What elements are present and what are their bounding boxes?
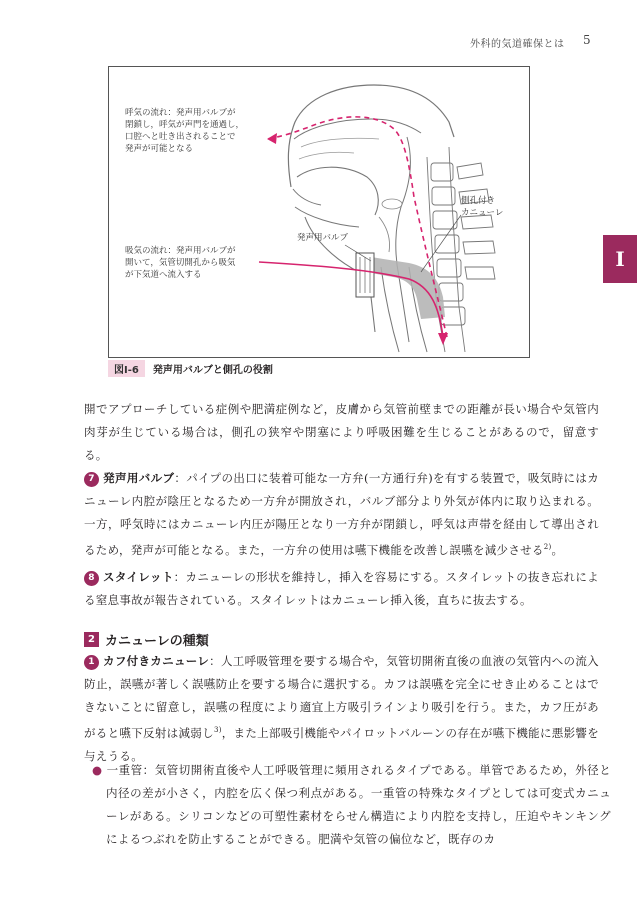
paragraph-continued: 開でアプローチしている症例や肥満症例など，皮膚から気管前壁までの距離が長い場合や気管内肉芽が生じている場合は，側孔の狭窄や閉塞により呼吸困難を生じることがあるので，留意する。	[84, 402, 599, 462]
item-8-text: ：カニューレの形状を維持し，挿入を容易にする。スタイレットの抜き忘れによる窒息事故が報告されている。スタイレットはカニューレ挿入後，直ちに抜去する。	[84, 570, 599, 607]
item-1-text: ：人工呼吸管理を要する場合や，気管切開術直後の血液の気管内への流入防止，誤嚥が著しく誤嚥防止を要する場合に選択する。カフは誤嚥を完全にせき止めることはできないことに留意し，誤嚥の程度により適宜上方吸引ラインより吸引を行う。また，カフ圧があがると嚥下反射は減弱し	[84, 654, 599, 740]
nasal-cavity	[294, 119, 421, 139]
item-7-ref: 2)	[543, 543, 552, 551]
item-1-term: カフ付きカニューレ	[103, 654, 210, 668]
chapter-tab: I	[603, 235, 637, 283]
label-valve: 発声用バルブ	[297, 233, 349, 243]
item-7-badge: 7	[84, 472, 99, 487]
item-1-ref: 3)	[213, 726, 222, 734]
item-8-term: スタイレット	[103, 570, 174, 584]
label-inhale: 吸気の流れ：発声用バルブが 開いて，気管切開孔から吸気 が下気道へ流入する	[125, 246, 236, 280]
bullet-text: 一重管：気管切開術直後や人工呼吸管理に頻用されるタイプである。単管であるため，外径と内径の差が小さく，内腔を広く保つ利点がある。一重管の特殊なタイプとしては可変式カニューレがある。シリコンなどの可塑性素材をらせん構造により内腔を支持し，圧迫やキンキングによるつぶれを防止することができる。肥満や気管の偏位など，既存のカ	[106, 763, 612, 846]
bullet-single-tube	[92, 759, 611, 851]
item-8-badge: 8	[84, 571, 99, 586]
trachea	[381, 267, 399, 352]
label-side-hole: 側孔付き カニューレ	[461, 196, 504, 218]
item-7	[84, 467, 599, 562]
item-7-term: 発声用バルブ	[103, 471, 175, 485]
section-number: 2	[84, 632, 99, 647]
section-heading	[84, 630, 209, 649]
item-7-end: 。	[551, 542, 564, 557]
item-7-text: ：パイプの出口に装着可能な一方弁(一方通行弁)を有する装置で，吸気時にはカニューレ内腔が陰圧となるため一方弁が開放され，バルブ部分より外気が体内に取り込まれる。一方，呼気時にはカニューレ内圧が陽圧となり一方弁が閉鎖し，呼気は声帯を経由して導出されるため，発声が可能となる。また，一方弁の使用は嚥下機能を改善し誤嚥を減少させる	[84, 471, 599, 557]
tongue	[297, 167, 378, 215]
caption-tag: 図Ⅰ-6	[108, 360, 145, 377]
item-1	[84, 650, 599, 768]
face-outline	[288, 85, 454, 187]
item-8	[84, 566, 599, 612]
section-title: カニューレの種類	[105, 634, 209, 649]
item-1-badge: 1	[84, 655, 99, 670]
page-number: 5	[583, 33, 591, 47]
pharynx	[396, 137, 411, 342]
bullet-dot-icon: ●	[92, 763, 103, 777]
running-head: 外科的気道確保とは	[470, 39, 565, 50]
label-exhale: 呼気の流れ：発声用バルブが 閉鎖し，呼気が声門を通過し， 口腔へと吐き出されることで 発声が可能となる	[125, 108, 245, 154]
caption-text: 発声用バルブと側孔の役割	[152, 365, 273, 376]
figure-caption	[108, 360, 273, 377]
item-1-end: ，また上部吸引機能やパイロットバルーンの存在が嚥下機能に悪影響を与えうる。	[84, 725, 600, 763]
figure-box	[108, 66, 530, 358]
